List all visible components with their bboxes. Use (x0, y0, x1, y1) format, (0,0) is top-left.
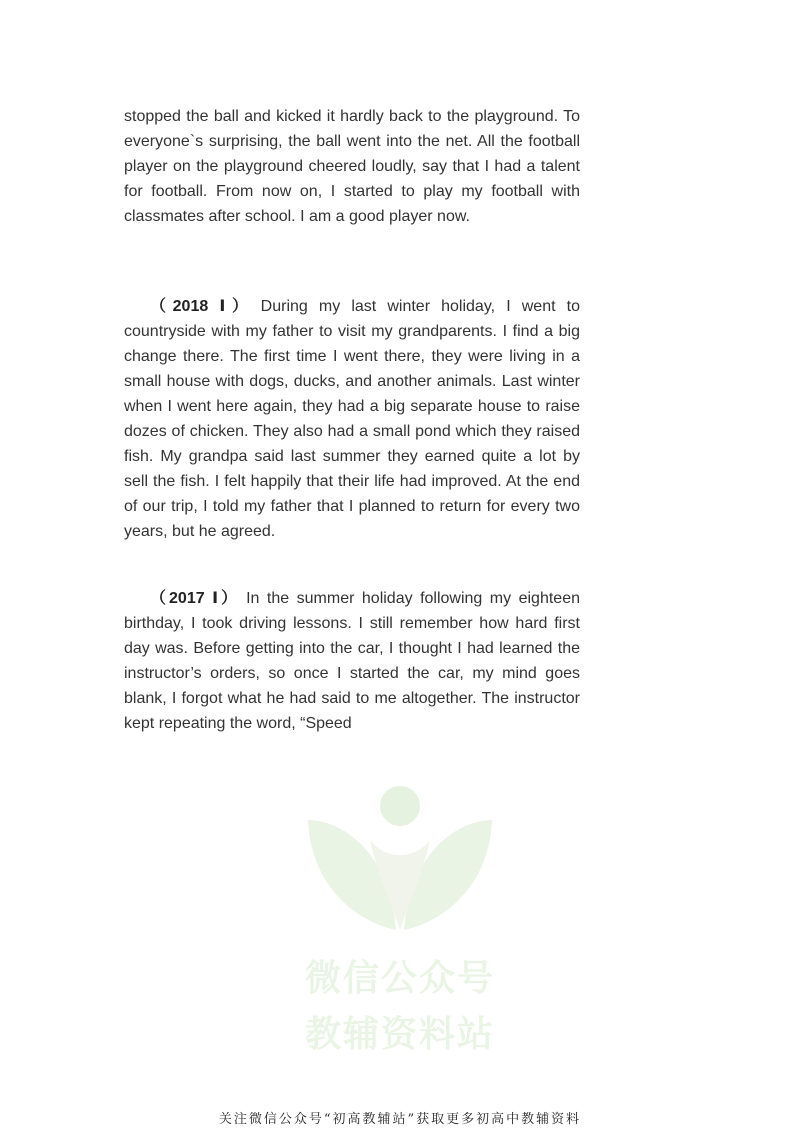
paragraph-2018 (124, 294, 580, 544)
paragraph-text: stopped the ball and kicked it hardly back to the playground. To everyone`s surprising, the ball went into the net. All the football player on the playground cheered loudly, say that I had a talent for football. From now on, I started to play my football with classmates after school. I am a good player now. (124, 108, 580, 225)
watermark-logo-icon (300, 780, 500, 950)
watermark (300, 780, 500, 1060)
paragraph-football (124, 104, 580, 229)
year-label: （2017 Ⅰ） (150, 590, 241, 607)
watermark-line1: 微信公众号 (304, 958, 495, 999)
year-label: （2018 Ⅰ） (150, 298, 255, 315)
footer-notice: 关注微信公众号“初高教辅站”获取更多初高中教辅资料 (218, 1112, 582, 1127)
paragraph-text: During my last winter holiday, I went to countryside with my father to visit my grandparents. I find a big change there. The first time I went there, they were living in a small house with dogs, ducks, and another animals. Last winter when I went here again, they had a big separate house to raise dozes of chicken. They also had a small pond which they raised fish. My grandpa said last summer they earned quite a lot by sell the fish. I felt happily that their life had improved. At the end of our trip, I told my father that I planned to return for every two years, but he agreed. (124, 298, 581, 540)
paragraph-2017 (124, 586, 580, 736)
paragraph-text: In the summer holiday following my eighteen birthday, I took driving lessons. I still remember how hard first day was. Before getting into the car, I thought I had learned the instructor’s orders, so once I started the car, my mind goes blank, I forgot what he had said to me altogether. The instructor kept repeating the word, “Speed (124, 590, 580, 732)
watermark-line2: 教辅资料站 (304, 1014, 495, 1055)
